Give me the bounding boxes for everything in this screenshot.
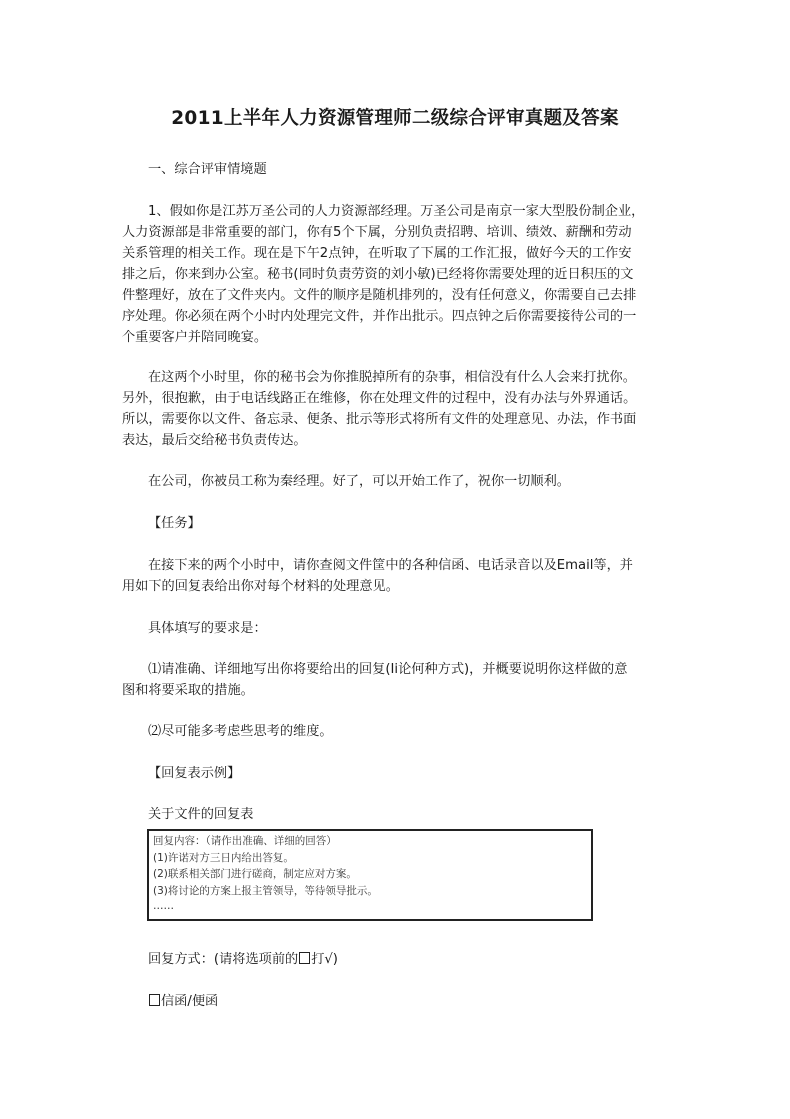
section-heading: 一、综合评审情境题 xyxy=(148,162,267,177)
paragraph-line: 在接下来的两个小时中，请你查阅文件筐中的各种信函、电话录音以及Email等，并 xyxy=(148,558,633,573)
checkbox-icon xyxy=(299,952,310,964)
paragraph-line: 表达，最后交给秘书负责传达。 xyxy=(122,433,307,448)
checkbox-icon[interactable] xyxy=(149,994,160,1006)
paragraph-line: 排之后，你来到办公室。秘书(同时负责劳资的刘小敏)已经将你需要处理的近日积压的文 xyxy=(122,267,634,282)
paragraph-line: 所以，需要你以文件、备忘录、便条、批示等形式将所有文件的处理意见、办法，作书面 xyxy=(122,412,637,427)
paragraph-line: 人力资源部是非常重要的部门，你有5个下属，分别负责招聘、培训、绩效、薪酬和劳动 xyxy=(122,225,632,240)
paragraph-line: 另外，很抱歉，由于电话线路正在维修，你在处理文件的过程中，没有办法与外界通话。 xyxy=(122,391,637,406)
paragraph-line: 1、假如你是江苏万圣公司的人力资源部经理。万圣公司是南京一家大型股份制企业， xyxy=(148,204,645,219)
paragraph-line: 个重要客户并陪同晚宴。 xyxy=(122,330,268,345)
task-heading: 【任务】 xyxy=(148,516,201,531)
requirement-item: ⑵尽可能多考虑些思考的维度。 xyxy=(148,724,333,739)
option-line xyxy=(148,991,668,1013)
option-label: 信函/便函 xyxy=(161,994,219,1009)
paragraph-line: 件整理好，放在了文件夹内。文件的顺序是随机排列的，没有任何意义，你需要自己去排 xyxy=(122,288,637,303)
reply-box-line: (1)许诺对方三日内给出答复。 xyxy=(153,852,294,864)
paragraph-line: 关系管理的相关工作。现在是下午2点钟，在听取了下属的工作汇报，做好今天的工作安 xyxy=(122,246,632,261)
table-caption: 关于文件的回复表 xyxy=(148,807,254,822)
document-title: 2011上半年人力资源管理师二级综合评审真题及答案 xyxy=(171,108,619,129)
paragraph-line: 用如下的回复表给出你对每个材料的处理意见。 xyxy=(122,579,399,594)
requirement-item: ⑴请准确、详细地写出你将要给出的回复(Ii论何种方式)，并概要说明你这样做的意 xyxy=(148,662,628,677)
requirement-item: 图和将要采取的措施。 xyxy=(122,683,254,698)
reply-box-line: …… xyxy=(153,900,174,912)
paragraph-line: 在这两个小时里，你的秘书会为你推脱掉所有的杂事，相信没有什么人会来打扰你。 xyxy=(148,370,636,385)
reply-example-box xyxy=(147,829,593,921)
reply-method-line xyxy=(148,949,668,971)
reply-method-suffix: 打√) xyxy=(311,952,338,967)
reply-box-line: (3)将讨论的方案上报主管领导，等待领导批示。 xyxy=(153,885,378,897)
paragraph-line: 序处理。你必须在两个小时内处理完文件，并作出批示。四点钟之后你需要接待公司的一 xyxy=(122,309,637,324)
paragraph-line: 在公司，你被员工称为秦经理。好了，可以开始工作了，祝你一切顺利。 xyxy=(148,474,570,489)
example-heading: 【回复表示例】 xyxy=(148,766,241,781)
reply-box-line: 回复内容：（请作出准确、详细的回答） xyxy=(153,835,337,847)
reply-box-line: (2)联系相关部门进行磋商，制定应对方案。 xyxy=(153,868,357,880)
requirements-heading: 具体填写的要求是： xyxy=(148,621,267,636)
reply-method-prefix: 回复方式：(请将选项前的 xyxy=(148,952,299,967)
